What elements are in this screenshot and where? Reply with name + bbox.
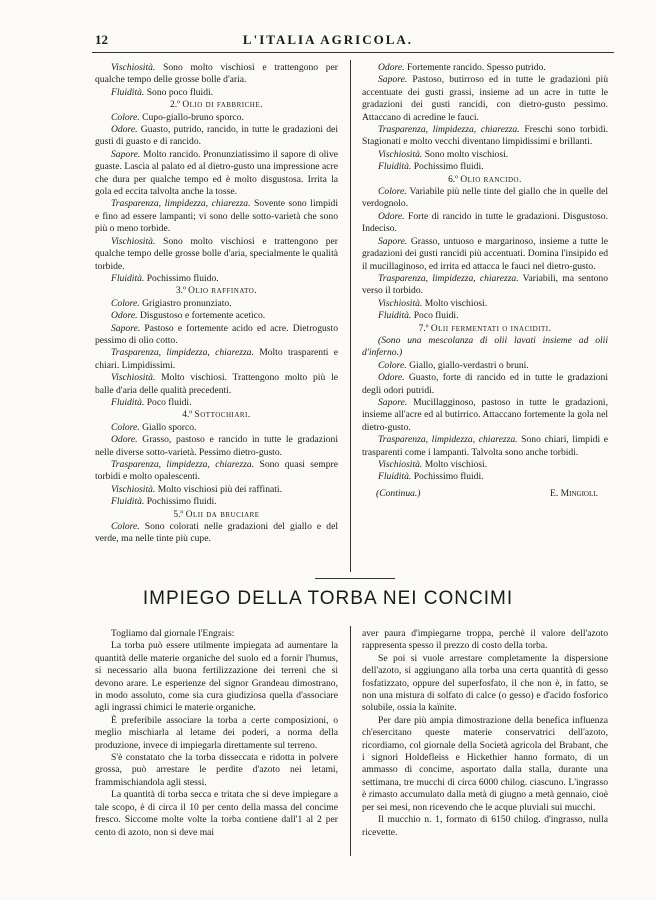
property-text: Sono molto vischiosi e trattengono per qualche tempo delle grosse bolle d'aria, specialmente le qualità torbide.: [95, 235, 338, 272]
heading-title: Olio rancido.: [460, 174, 522, 185]
paragraph: [95, 198, 338, 235]
heading-number: 6.º: [448, 174, 459, 185]
property-label: Fluidità.: [378, 471, 412, 483]
property-text: Forte di rancido in tutte le gradazioni. Disgustoso. Indeciso.: [362, 210, 608, 235]
property-label: Trasparenza, limpidezza, chiarezza.: [111, 347, 254, 359]
property-label: Vischiosità.: [378, 148, 423, 160]
paragraph: [95, 236, 338, 273]
paragraph: [362, 236, 608, 273]
paragraph: [362, 186, 608, 211]
paragraph: [362, 161, 608, 173]
paragraph: [95, 372, 338, 397]
paragraph: La torba può essere utilmente impiegata ad aumentare la quantità delle materie organiche del suolo ed a fornir l'humus, si necessario alla buona fertilizzazione dei terreni che si devono arare. Le esperienze del signor Grandeau dimostrano, in modo assoluto, come sia cura giudiziosa quella d'associare agli ingrassi chimici le materie organiche.: [95, 640, 338, 714]
property-label: Fluidità.: [111, 272, 145, 284]
property-label: Trasparenza, limpidezza, chiarezza.: [378, 272, 519, 284]
paragraph: [95, 397, 338, 409]
column-divider-bottom: [350, 626, 351, 856]
article1-left-column: [95, 62, 338, 546]
property-text: Grasso, untuoso e margarinoso, insieme a tutte le gradazioni dei gusti rancidi più accentuati. Domina l'insipido ed il mucillaginoso, ed irrita ed attacca le fauci nel dietro-gusto.: [362, 235, 608, 272]
paragraph: Il mucchio n. 1, formato di 6150 chilog. d'ingrasso, nulla ricevette.: [362, 814, 608, 838]
section-heading: [95, 285, 338, 297]
page-header: [0, 32, 656, 48]
section-heading: [95, 409, 338, 421]
property-text: Freschi sono torbidi. Stagionati e molto vecchi diventano limpidissimi e brillanti.: [362, 124, 609, 148]
article1-footer: [362, 488, 608, 500]
article2-title: IMPIEGO DELLA TORBA NEI CONCIMI: [142, 588, 514, 609]
property-text: Guasto, putrido, rancido, in tutte le gradazioni dei gusti di guasto e di rancido.: [95, 124, 338, 148]
property-text: Sono poco fluidi.: [144, 86, 214, 98]
property-label: Colore.: [378, 359, 407, 371]
section-heading: [362, 323, 608, 335]
property-label: Sapore.: [111, 322, 141, 334]
property-text: Poco fluidi.: [411, 310, 459, 322]
property-text: Molto vischiosi.: [422, 459, 488, 470]
paragraph: [362, 310, 608, 322]
property-label: Odore.: [111, 434, 138, 446]
paragraph: aver paura d'impiegarne troppa, perchè il valore dell'azoto rappresenta spesso il prezzo di costo della torba.: [362, 628, 608, 652]
paragraph: [95, 323, 338, 348]
paragraph: [95, 273, 338, 285]
property-label: Colore.: [111, 421, 140, 433]
property-label: Fluidità.: [111, 396, 145, 408]
heading-number: 2.º: [170, 100, 180, 111]
paragraph: Se poi si vuole arrestare completamente la dispersione dell'azoto, si aggiungano alla torba una certa quantità di gesso fosfatizzato, oppure del superfosfato, il che non è, in fatto, se non una mistura di solfato di calce (o gesso) e d'acido fosforico solubile, ossia la kaïnite.: [362, 652, 608, 714]
paragraph: [362, 471, 608, 483]
header-rule: [92, 52, 614, 53]
article1-right-column: [362, 62, 608, 500]
property-text: Molto vischiosi. Trattengono molto più le balle d'aria delle qualità precedenti.: [95, 372, 338, 396]
property-label: Fluidità.: [378, 161, 412, 173]
paragraph: [362, 124, 608, 149]
property-text: Grasso, pastoso e rancido in tutte le gradazioni nelle diverse sotto-varietà. Pessimo dietro-gusto.: [95, 434, 338, 458]
property-text: Molto vischiosi più dei raffinati.: [155, 483, 282, 495]
property-text: Sono molto vischiosi.: [422, 148, 509, 160]
property-label: Trasparenza, limpidezza, chiarezza.: [378, 124, 520, 136]
paragraph: [362, 149, 608, 161]
property-label: Odore.: [378, 372, 405, 384]
article2-right-column: [362, 628, 608, 839]
heading-title: Olio raffinato.: [188, 286, 258, 297]
paragraph: [95, 459, 338, 484]
property-label: Vischiosità.: [111, 372, 156, 384]
author-signature: E. Mingioli.: [549, 487, 598, 499]
property-text: Sono quasi sempre torbidi e molto opalescenti.: [95, 459, 338, 483]
paragraph: [362, 397, 608, 434]
property-label: Fluidità.: [111, 496, 145, 508]
property-text: Pastoso e fortemente acido ed acre. Dietrogusto pessimo di olio cotto.: [95, 322, 338, 346]
property-label: (Sono una mescolanza di olii lavati insieme ad olii d'inferno.): [362, 334, 608, 359]
property-label: Fluidità.: [378, 310, 412, 322]
property-label: Colore.: [111, 297, 140, 309]
property-label: Vischiosità.: [111, 62, 156, 73]
property-text: Sono chiari, limpidi e trasparenti come i lampanti. Talvolta sono anche torbidi.: [362, 434, 608, 458]
property-text: Poco fluidi.: [144, 396, 192, 408]
article2-left-column: [95, 628, 338, 839]
property-text: Pochissimo fluido.: [144, 272, 219, 284]
property-label: Vischiosità.: [111, 483, 156, 495]
property-label: Sapore.: [111, 148, 141, 160]
paragraph: [95, 298, 338, 310]
paragraph: [95, 496, 338, 508]
heading-number: 7.º: [418, 323, 429, 334]
property-text: Pochissimo fluidi.: [411, 161, 484, 173]
heading-title: Olii fermentati o inaciditi.: [430, 323, 552, 334]
property-text: Pochissimo fluidi.: [144, 496, 217, 508]
property-text: Sono molto vischiosi e trattengono per qualche tempo delle grosse bolle d'aria.: [95, 62, 338, 86]
property-text: Giallo, giallo-verdastri o bruni.: [406, 359, 529, 371]
property-text: Disgustoso e fortemente acetico.: [137, 310, 266, 322]
paragraph: [95, 347, 338, 372]
paragraph: [95, 62, 338, 87]
paragraph: [362, 298, 608, 310]
property-text: Molto rancido. Pronunziatissimo il sapore di olive guaste. Lascia al palato ed al dietro-gusto una impressione acre che dura per qualche tempo ed è molto disgustosa. Irrita la gola ed eccita talvolta anche la tosse.: [95, 148, 338, 198]
paragraph: [95, 310, 338, 322]
property-text: Giallo sporco.: [139, 421, 197, 433]
paragraph: [362, 459, 608, 471]
property-text: Variabile più nelle tinte del giallo che in quelle del verdognolo.: [362, 186, 608, 210]
section-heading: [95, 509, 338, 521]
paragraph: [362, 360, 608, 372]
paragraph: Togliamo dal giornale l'Engrais:: [111, 628, 235, 639]
running-title: L'ITALIA AGRICOLA.: [242, 32, 414, 47]
property-label: Trasparenza, limpidezza, chiarezza.: [111, 198, 251, 210]
heading-title: Olii da bruciare: [185, 509, 260, 520]
heading-number: 5.º: [173, 509, 184, 520]
paragraph: [95, 422, 338, 434]
paragraph: [362, 62, 608, 74]
property-text: Guasto, forte di rancido ed in tutte le gradazioni degli odori putridi.: [362, 372, 608, 396]
paragraph: [95, 87, 338, 99]
property-label: Sapore.: [378, 74, 408, 86]
section-heading: [362, 174, 608, 186]
property-text: Variabili, ma sentono verso il torbido.: [362, 272, 608, 297]
column-divider-top: [350, 60, 351, 572]
paragraph: [362, 74, 608, 124]
paragraph: [95, 112, 338, 124]
paragraph: [95, 521, 338, 546]
property-text: Sono colorati nelle gradazioni del giallo e del verde, ma nelle tinte più cupe.: [95, 521, 338, 545]
property-text: Fortemente rancido. Spesso putrido.: [404, 62, 546, 73]
property-label: Odore.: [378, 62, 405, 73]
property-text: Sovente sono limpidi e fino ad essere lampanti; vi sono delle sotto-varietà che sono più o meno torbide.: [95, 198, 338, 235]
property-label: Sapore.: [378, 235, 408, 247]
paragraph: La quantità di torba secca e tritata che si deve impiegare a tale scopo, è di circa il 10 per cento della massa del concime fresco. Siccome molte volte la torba contiene dall'1 al 2 per cento di azoto, non si deve mai: [95, 789, 338, 838]
property-label: Colore.: [111, 111, 140, 123]
paragraph: È preferibile associare la torba a certe composizioni, o meglio mischiarla al letame dei poderi, a norma della produzione, invece di impiegarla direttamente sul terreno.: [95, 714, 338, 751]
property-text: Molto vischiosi.: [422, 297, 488, 309]
heading-number: 4.º: [182, 410, 193, 421]
property-label: Odore.: [378, 210, 405, 222]
property-label: Trasparenza, limpidezza, chiarezza.: [378, 434, 518, 446]
heading-number: 3.º: [175, 286, 186, 297]
property-label: Colore.: [378, 186, 407, 198]
property-label: Sapore.: [378, 396, 408, 408]
paragraph: [362, 211, 608, 236]
heading-title: Olio di fabbriche.: [182, 100, 263, 111]
page-number: 12: [95, 32, 108, 47]
property-label: Vischiosità.: [378, 297, 423, 309]
heading-title: Sottochiari.: [194, 410, 251, 421]
property-label: Vischiosità.: [378, 459, 423, 470]
paragraph: [95, 124, 338, 149]
property-label: Odore.: [111, 310, 138, 322]
property-text: Pastoso, butirroso ed in tutte le gradazioni più accentuate dei gusti grassi, insieme ad un acre in tutte le gradazioni dei gusti rancidi, con dietro-gusto pessimo. Attaccano di acredine le fauci.: [362, 74, 608, 123]
property-label: Colore.: [111, 521, 140, 533]
property-text: Cupo-giallo-bruno sporco.: [139, 111, 244, 123]
paragraph: [95, 484, 338, 496]
continua-note: (Continua.): [376, 487, 421, 499]
property-label: Vischiosità.: [111, 235, 156, 247]
paragraph: [362, 372, 608, 397]
paragraph: [362, 434, 608, 459]
property-text: Pochissimo fluidi.: [411, 471, 484, 483]
property-text: Grigiastro pronunziato.: [139, 297, 232, 309]
paragraph: [362, 335, 608, 360]
section-rule: [315, 578, 395, 579]
property-text: Mucillagginoso, pastoso in tutte le gradazioni, insieme all'acre ed al butirrico. Attaccano fortemente la gola nel dietro-gusto.: [362, 396, 608, 433]
paragraph: Per dare più ampia dimostrazione della benefica influenza ch'esercitano queste materie conservatrici dell'azoto, ricordiamo, col giornale della Società agricola del Brabant, che i signori Holdefleiss e Hickethier hanno formato, di un ammasso di concime, asportato dalla stalla, durante una settimana, tre mucchi di circa 6000 chilog. ciascuno. L'ingrasso è rimasto accumulato dalla metà di giugno a metà gennaio, cioè per sei mesi, non ricevendo che le acque pluviali sui mucchi.: [362, 714, 608, 813]
property-label: Odore.: [111, 124, 138, 136]
paragraph: S'è constatato che la torba disseccata e ridotta in polvere grossa, può arrestare le perdite d'azoto nei letami, frammischiandola agli stessi.: [95, 752, 338, 788]
section-heading: [95, 99, 338, 111]
paragraph: [362, 273, 608, 298]
property-label: Fluidità.: [111, 86, 145, 98]
paragraph: [95, 149, 338, 199]
paragraph: [95, 434, 338, 459]
property-text: Molto trasparenti e chiari. Limpidissimi.: [95, 347, 338, 371]
property-label: Trasparenza, limpidezza, chiarezza.: [111, 459, 255, 470]
